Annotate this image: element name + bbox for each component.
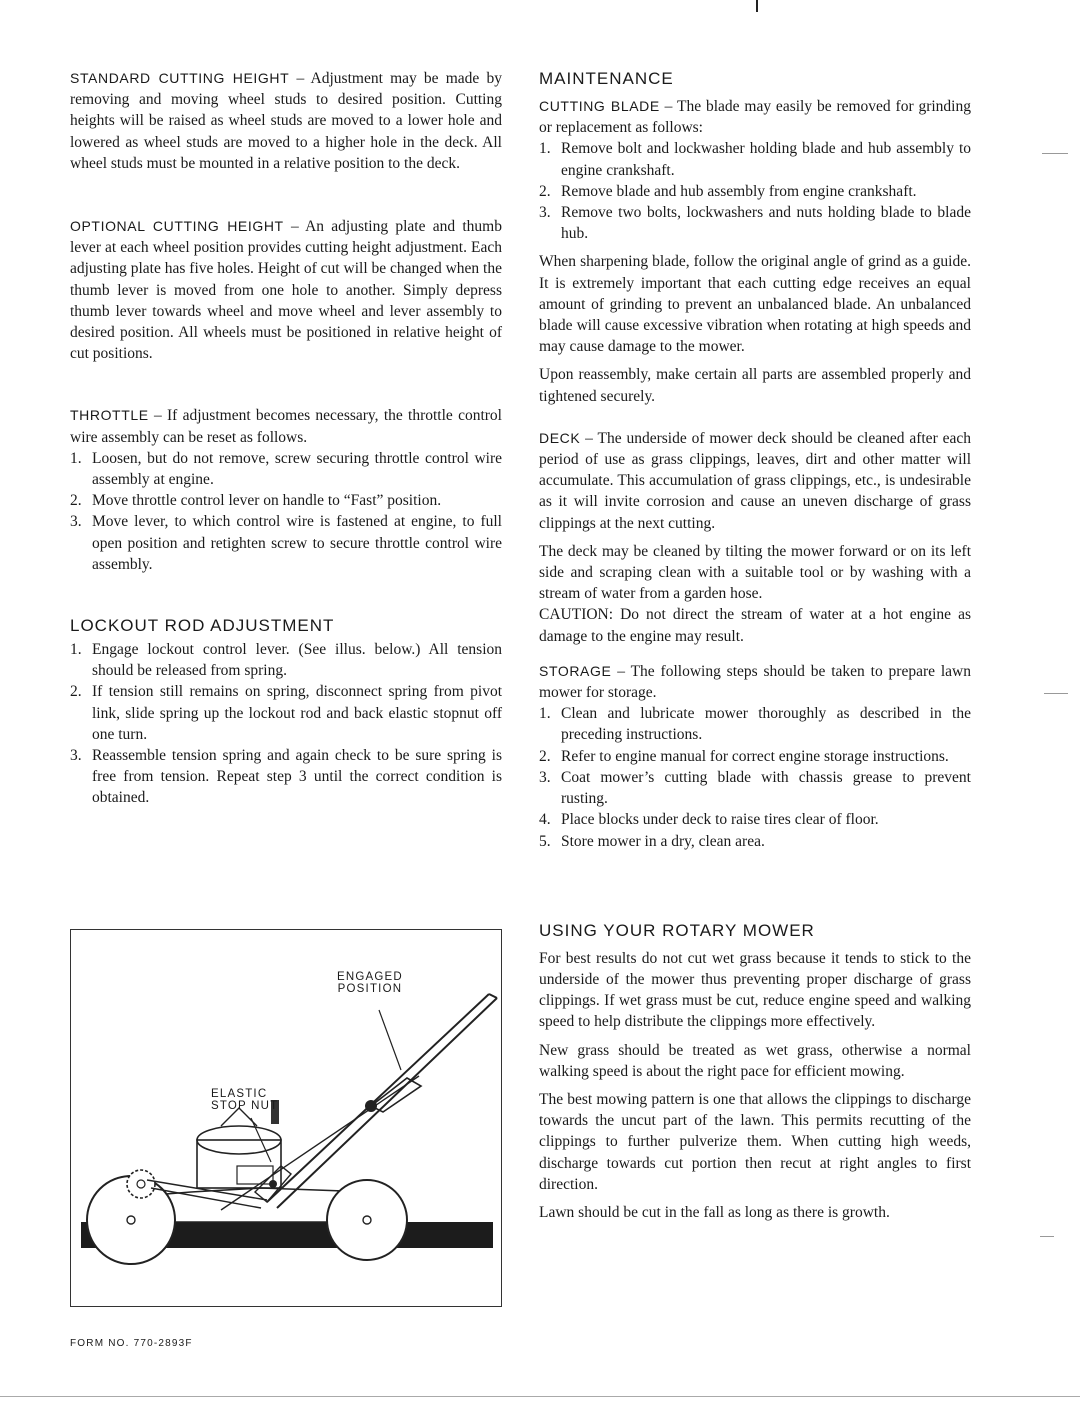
list-item (539, 181, 971, 202)
handle-left (267, 994, 489, 1202)
deck-caution-paragraph: CAUTION: Do not direct the stream of water at a hot engine as damage to the engine may result. (539, 606, 971, 645)
right-column (539, 68, 971, 1223)
handle-right (277, 998, 497, 1208)
standard-cutting-height-paragraph (70, 68, 502, 174)
deck-heading: DECK (539, 429, 581, 446)
adjuster-gear (127, 1170, 155, 1198)
step-text: Remove bolt and lockwasher holding blade and hub assembly to engine crankshaft. (561, 140, 971, 179)
elastic-stop-nut-label (211, 1088, 278, 1112)
margin-mark (1042, 153, 1068, 154)
step-text: Refer to engine manual for correct engine storage instructions. (561, 747, 949, 765)
lever-knob (365, 1100, 377, 1112)
left-column (70, 68, 502, 809)
using-paragraph-1: For best results do not cut wet grass because it tends to stick to the underside of the mower thus preventing proper discharge of grass clippings. If wet grass must be cut, reduce engine speed and walking speed to help distribute the clippings more effectively. (539, 949, 971, 1031)
standard-cutting-height-text: – Adjustment may be made by removing and moving wheel studs to desired position. Cutting heights will be raised as wheel studs are moved to a lower hole and lowered as wheel studs are moved to a higher hole in the deck. All wheel studs must be mounted in a relative position to the deck. (70, 70, 503, 172)
step-text: Place blocks under deck to raise tires clear of floor. (561, 811, 879, 829)
step-text: Move throttle control lever on handle to “Fast” position. (92, 492, 442, 510)
lockout-steps (70, 639, 502, 809)
list-item (539, 831, 971, 852)
list-item (539, 703, 971, 745)
list-item (70, 639, 502, 681)
step-number: 1. (539, 140, 551, 158)
storage-steps (539, 703, 971, 851)
using-paragraph-2: New grass should be treated as wet grass, otherwise a normal walking speed is about the right pace for efficient mowing. (539, 1041, 971, 1080)
bottom-scan-edge (0, 1396, 1080, 1397)
cutting-blade-steps (539, 138, 971, 244)
storage-paragraph (539, 661, 971, 703)
step-text: Remove blade and hub assembly from engine crankshaft. (561, 182, 917, 200)
step-number: 2. (539, 182, 551, 200)
cutting-blade-heading: CUTTING BLADE (539, 98, 660, 114)
storage-text: – The following steps should be taken to prepare lawn mower for storage. (539, 662, 971, 702)
using-paragraph-4: Lawn should be cut in the fall as long as there is growth. (539, 1203, 890, 1221)
list-item (539, 138, 971, 180)
step-number: 3. (539, 204, 551, 222)
storage-heading: STORAGE (539, 662, 612, 679)
throttle-text: – If adjustment becomes necessary, the throttle control wire assembly can be reset as follows. (70, 407, 502, 446)
margin-mark (1040, 1236, 1054, 1237)
form-number: FORM NO. 770-2893F (70, 1338, 193, 1349)
list-item (70, 681, 502, 745)
list-item (539, 746, 971, 767)
optional-cutting-height-heading: OPTIONAL CUTTING HEIGHT (70, 218, 284, 235)
stop-nut (269, 1180, 277, 1188)
lockout-heading: LOCKOUT ROD ADJUSTMENT (70, 616, 335, 636)
step-number: 2. (70, 683, 82, 701)
optional-cutting-height-paragraph (70, 216, 502, 364)
list-item (539, 809, 971, 830)
cutting-blade-text: – The blade may easily be removed for grinding or replacement as follows: (539, 98, 971, 137)
step-number: 1. (539, 705, 551, 723)
step-number: 3. (70, 747, 82, 765)
engaged-leader-line (379, 1010, 401, 1070)
list-item (70, 511, 502, 575)
list-item (539, 202, 971, 244)
engaged-label-line2: POSITION (337, 983, 403, 995)
front-wheel (327, 1180, 407, 1260)
elastic-label-line2: STOP NUT (211, 1100, 279, 1112)
step-text: Reassemble tension spring and again check to be sure spring is free from tension. Repeat step 3 until the correct condition is obtained. (92, 747, 502, 807)
step-number: 4. (539, 811, 551, 829)
optional-cutting-height-text: – An adjusting plate and thumb lever at each wheel position provides cutting height adjustment. Each adjusting plate has five holes. Height of cut will be changed when the thumb lever is moved from one hole to another. Simply depress thumb lever towards wheel and move wheel and lever assembly to desired position. All wheels must be positioned in relative height of cut positions. (70, 218, 502, 363)
list-item (70, 448, 502, 490)
step-text: Store mower in a dry, clean area. (561, 832, 765, 850)
engine-body (197, 1140, 281, 1188)
elastic-label-line1: ELASTIC (211, 1088, 268, 1100)
deck-cleaning-paragraph: The deck may be cleaned by tilting the mower forward or on its left side and scraping clean with a suitable tool or by washing with a stream of water from a garden hose. (539, 542, 971, 603)
page-edge-mark (756, 0, 758, 12)
list-item (70, 745, 502, 809)
handle-grip (489, 994, 497, 998)
step-number: 2. (539, 747, 551, 765)
sharpening-paragraph: When sharpening blade, follow the original angle of grind as a guide. It is extremely important that each cutting edge receives an equal amount of grinding to prevent an unbalanced blade. An unbalanced blade will cause excessive vibration when rotating at high speeds and may cause damage to the mower. (539, 253, 971, 356)
step-number: 1. (70, 641, 82, 659)
deck-text: – The underside of mower deck should be cleaned after each period of use as grass clippings, leaves, dirt and other matter will accumulate. This accumulation of grass clippings, etc., is undesirable as it will invite corrosion and cause an uneven discharge of grass clippings at the next cutting. (539, 429, 971, 532)
step-number: 1. (70, 449, 82, 467)
cutting-blade-paragraph (539, 96, 971, 138)
step-number: 3. (70, 513, 82, 531)
step-number: 5. (539, 832, 551, 850)
list-item (70, 490, 502, 511)
step-number: 2. (70, 492, 82, 510)
list-item (539, 767, 971, 809)
step-text: Coat mower’s cutting blade with chassis grease to prevent rusting. (561, 768, 971, 808)
step-text: If tension still remains on spring, disconnect spring from pivot link, slide spring up the lockout rod and back elastic stopnut off one turn. (92, 683, 502, 743)
margin-mark (1044, 693, 1068, 694)
step-text: Loosen, but do not remove, screw securing throttle control wire assembly at engine. (92, 449, 502, 489)
step-text: Move lever, to which control wire is fastened at engine, to full open position and retighten screw to secure throttle control wire assembly. (92, 513, 502, 573)
standard-cutting-height-heading: STANDARD CUTTING HEIGHT (70, 70, 290, 86)
mower-drawing (71, 930, 503, 1308)
deck-paragraph (539, 428, 971, 534)
engaged-label-line1: ENGAGED (337, 971, 403, 983)
using-mower-heading: USING YOUR ROTARY MOWER (539, 920, 815, 940)
step-text: Clean and lubricate mower thoroughly as described in the preceding instructions. (561, 705, 971, 744)
throttle-heading: THROTTLE (70, 407, 149, 424)
throttle-steps (70, 448, 502, 575)
step-text: Engage lockout control lever. (See illus. below.) All tension should be released from spring. (92, 641, 502, 680)
reassembly-paragraph: Upon reassembly, make certain all parts are assembled properly and tightened securely. (539, 366, 971, 405)
maintenance-heading: MAINTENANCE (539, 69, 674, 88)
engine-bracket (237, 1166, 273, 1184)
using-paragraph-3: The best mowing pattern is one that allows the clippings to discharge towards the uncut part of the lawn. This permits recutting of the clippings to further pulverize them. When cutting high weeds, discharge towards cut portion then recut at right angles to first direction. (539, 1090, 971, 1193)
lockout-rod-illustration (70, 929, 502, 1307)
engaged-position-label (337, 971, 403, 995)
throttle-paragraph (70, 405, 502, 447)
step-text: Remove two bolts, lockwashers and nuts holding blade to blade hub. (561, 204, 971, 243)
step-number: 3. (539, 768, 551, 786)
